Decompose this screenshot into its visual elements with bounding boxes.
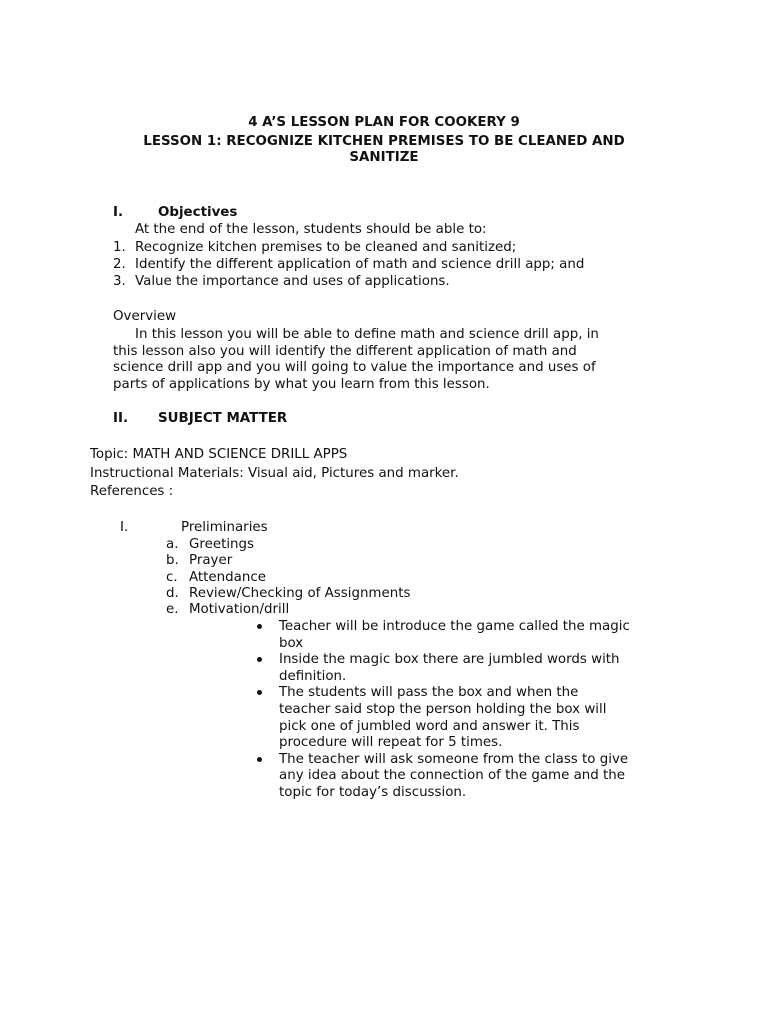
objective-item: Recognize kitchen premises to be cleaned and sanitized; xyxy=(135,240,517,255)
objective-item: Value the importance and uses of applications. xyxy=(135,274,450,289)
lesson-title-line-1: LESSON 1: RECOGNIZE KITCHEN PREMISES TO BE CLEANED AND xyxy=(143,134,625,149)
objective-item: Identify the different application of math and science drill app; and xyxy=(135,257,585,272)
preliminary-item: Attendance xyxy=(189,570,266,585)
overview-line: this lesson also you will identify the different application of math and xyxy=(113,344,577,359)
bullet-line: definition. xyxy=(279,669,347,684)
bullet-icon xyxy=(257,757,262,762)
document-title: 4 A’S LESSON PLAN FOR COOKERY 9 xyxy=(248,115,520,130)
objective-number: 2. xyxy=(113,257,126,272)
overview-line: science drill app and you will going to value the importance and uses of xyxy=(113,360,596,375)
objective-number: 1. xyxy=(113,240,126,255)
preliminary-letter: d. xyxy=(166,586,179,601)
objectives-numeral: I. xyxy=(113,205,124,220)
preliminary-item: Prayer xyxy=(189,553,233,568)
overview-heading: Overview xyxy=(113,309,177,324)
bullet-line: teacher said stop the person holding the box will xyxy=(279,702,607,717)
bullet-icon xyxy=(257,624,262,629)
subject-matter-numeral: II. xyxy=(113,411,129,426)
bullet-line: Teacher will be introduce the game called the magic xyxy=(279,619,630,634)
bullet-line: procedure will repeat for 5 times. xyxy=(279,735,503,750)
preliminary-item: Motivation/drill xyxy=(189,602,290,617)
objectives-heading: Objectives xyxy=(158,205,238,220)
materials-line: Instructional Materials: Visual aid, Pictures and marker. xyxy=(90,466,459,481)
overview-line: In this lesson you will be able to define math and science drill app, in xyxy=(135,327,599,342)
bullet-line: pick one of jumbled word and answer it. This xyxy=(279,719,580,734)
overview-line: parts of applications by what you learn from this lesson. xyxy=(113,377,490,392)
preliminaries-heading: Preliminaries xyxy=(181,520,268,535)
bullet-line: any idea about the connection of the game and the xyxy=(279,768,626,783)
bullet-icon xyxy=(257,657,262,662)
preliminary-letter: b. xyxy=(166,553,179,568)
preliminary-letter: a. xyxy=(166,537,179,552)
objective-number: 3. xyxy=(113,274,126,289)
bullet-line: The students will pass the box and when the xyxy=(279,685,579,700)
references-line: References : xyxy=(90,484,174,499)
bullet-line: box xyxy=(279,636,304,651)
bullet-icon xyxy=(257,690,262,695)
preliminary-letter: e. xyxy=(166,602,179,617)
preliminary-item: Review/Checking of Assignments xyxy=(189,586,411,601)
subject-matter-heading: SUBJECT MATTER xyxy=(158,411,288,426)
preliminary-item: Greetings xyxy=(189,537,254,552)
bullet-line: topic for today’s discussion. xyxy=(279,785,467,800)
topic-line: Topic: MATH AND SCIENCE DRILL APPS xyxy=(90,447,348,462)
bullet-line: Inside the magic box there are jumbled words with xyxy=(279,652,620,667)
lesson-title-line-2: SANITIZE xyxy=(349,150,419,165)
preliminaries-numeral: I. xyxy=(120,520,129,535)
preliminary-letter: c. xyxy=(166,570,178,585)
bullet-line: The teacher will ask someone from the class to give xyxy=(279,752,629,767)
objectives-intro: At the end of the lesson, students should be able to: xyxy=(135,222,487,237)
